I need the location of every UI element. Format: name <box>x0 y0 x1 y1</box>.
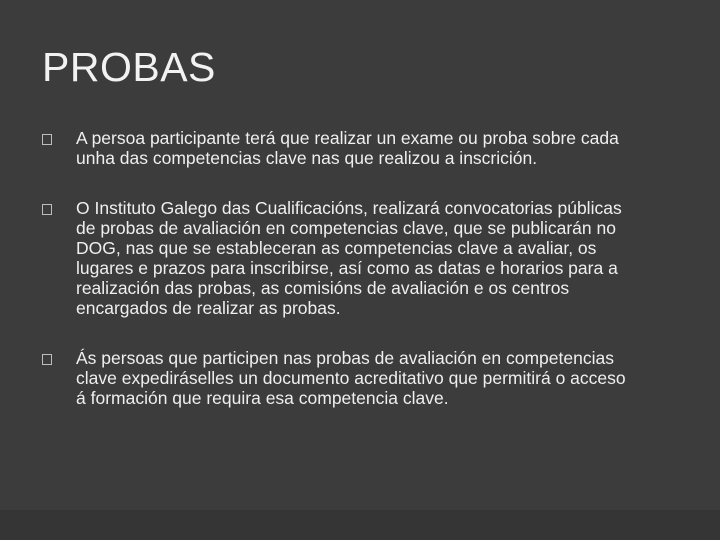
missing-glyph-icon <box>42 354 52 365</box>
bullet-text: O Instituto Galego das Cualificacións, realizará convocatorias públicas de probas de avaliación en competencias clave, que se publicarán no DOG, nas que se estableceran as competencias clave a avaliar, os lugares e prazos para inscribirse, así como as datas e horarios para a realización das probas, as comisións de avaliación e os centros encargados de realizar as probas. <box>76 198 622 318</box>
bullet-list <box>42 128 632 428</box>
slide-title: PROBAS <box>42 44 216 90</box>
bottom-band <box>0 510 720 540</box>
bullet-item <box>42 198 632 318</box>
bullet-item <box>42 128 632 168</box>
bullet-text: Ás persoas que participen nas probas de avaliación en competencias clave expediráselles un documento acreditativo que permitirá o acceso á formación que requira esa competencia clave. <box>76 348 626 408</box>
bullet-item <box>42 348 632 408</box>
missing-glyph-icon <box>42 204 52 215</box>
bullet-text: A persoa participante terá que realizar un exame ou proba sobre cada unha das competencias clave nas que realizou a inscrición. <box>76 128 619 168</box>
missing-glyph-icon <box>42 134 52 145</box>
